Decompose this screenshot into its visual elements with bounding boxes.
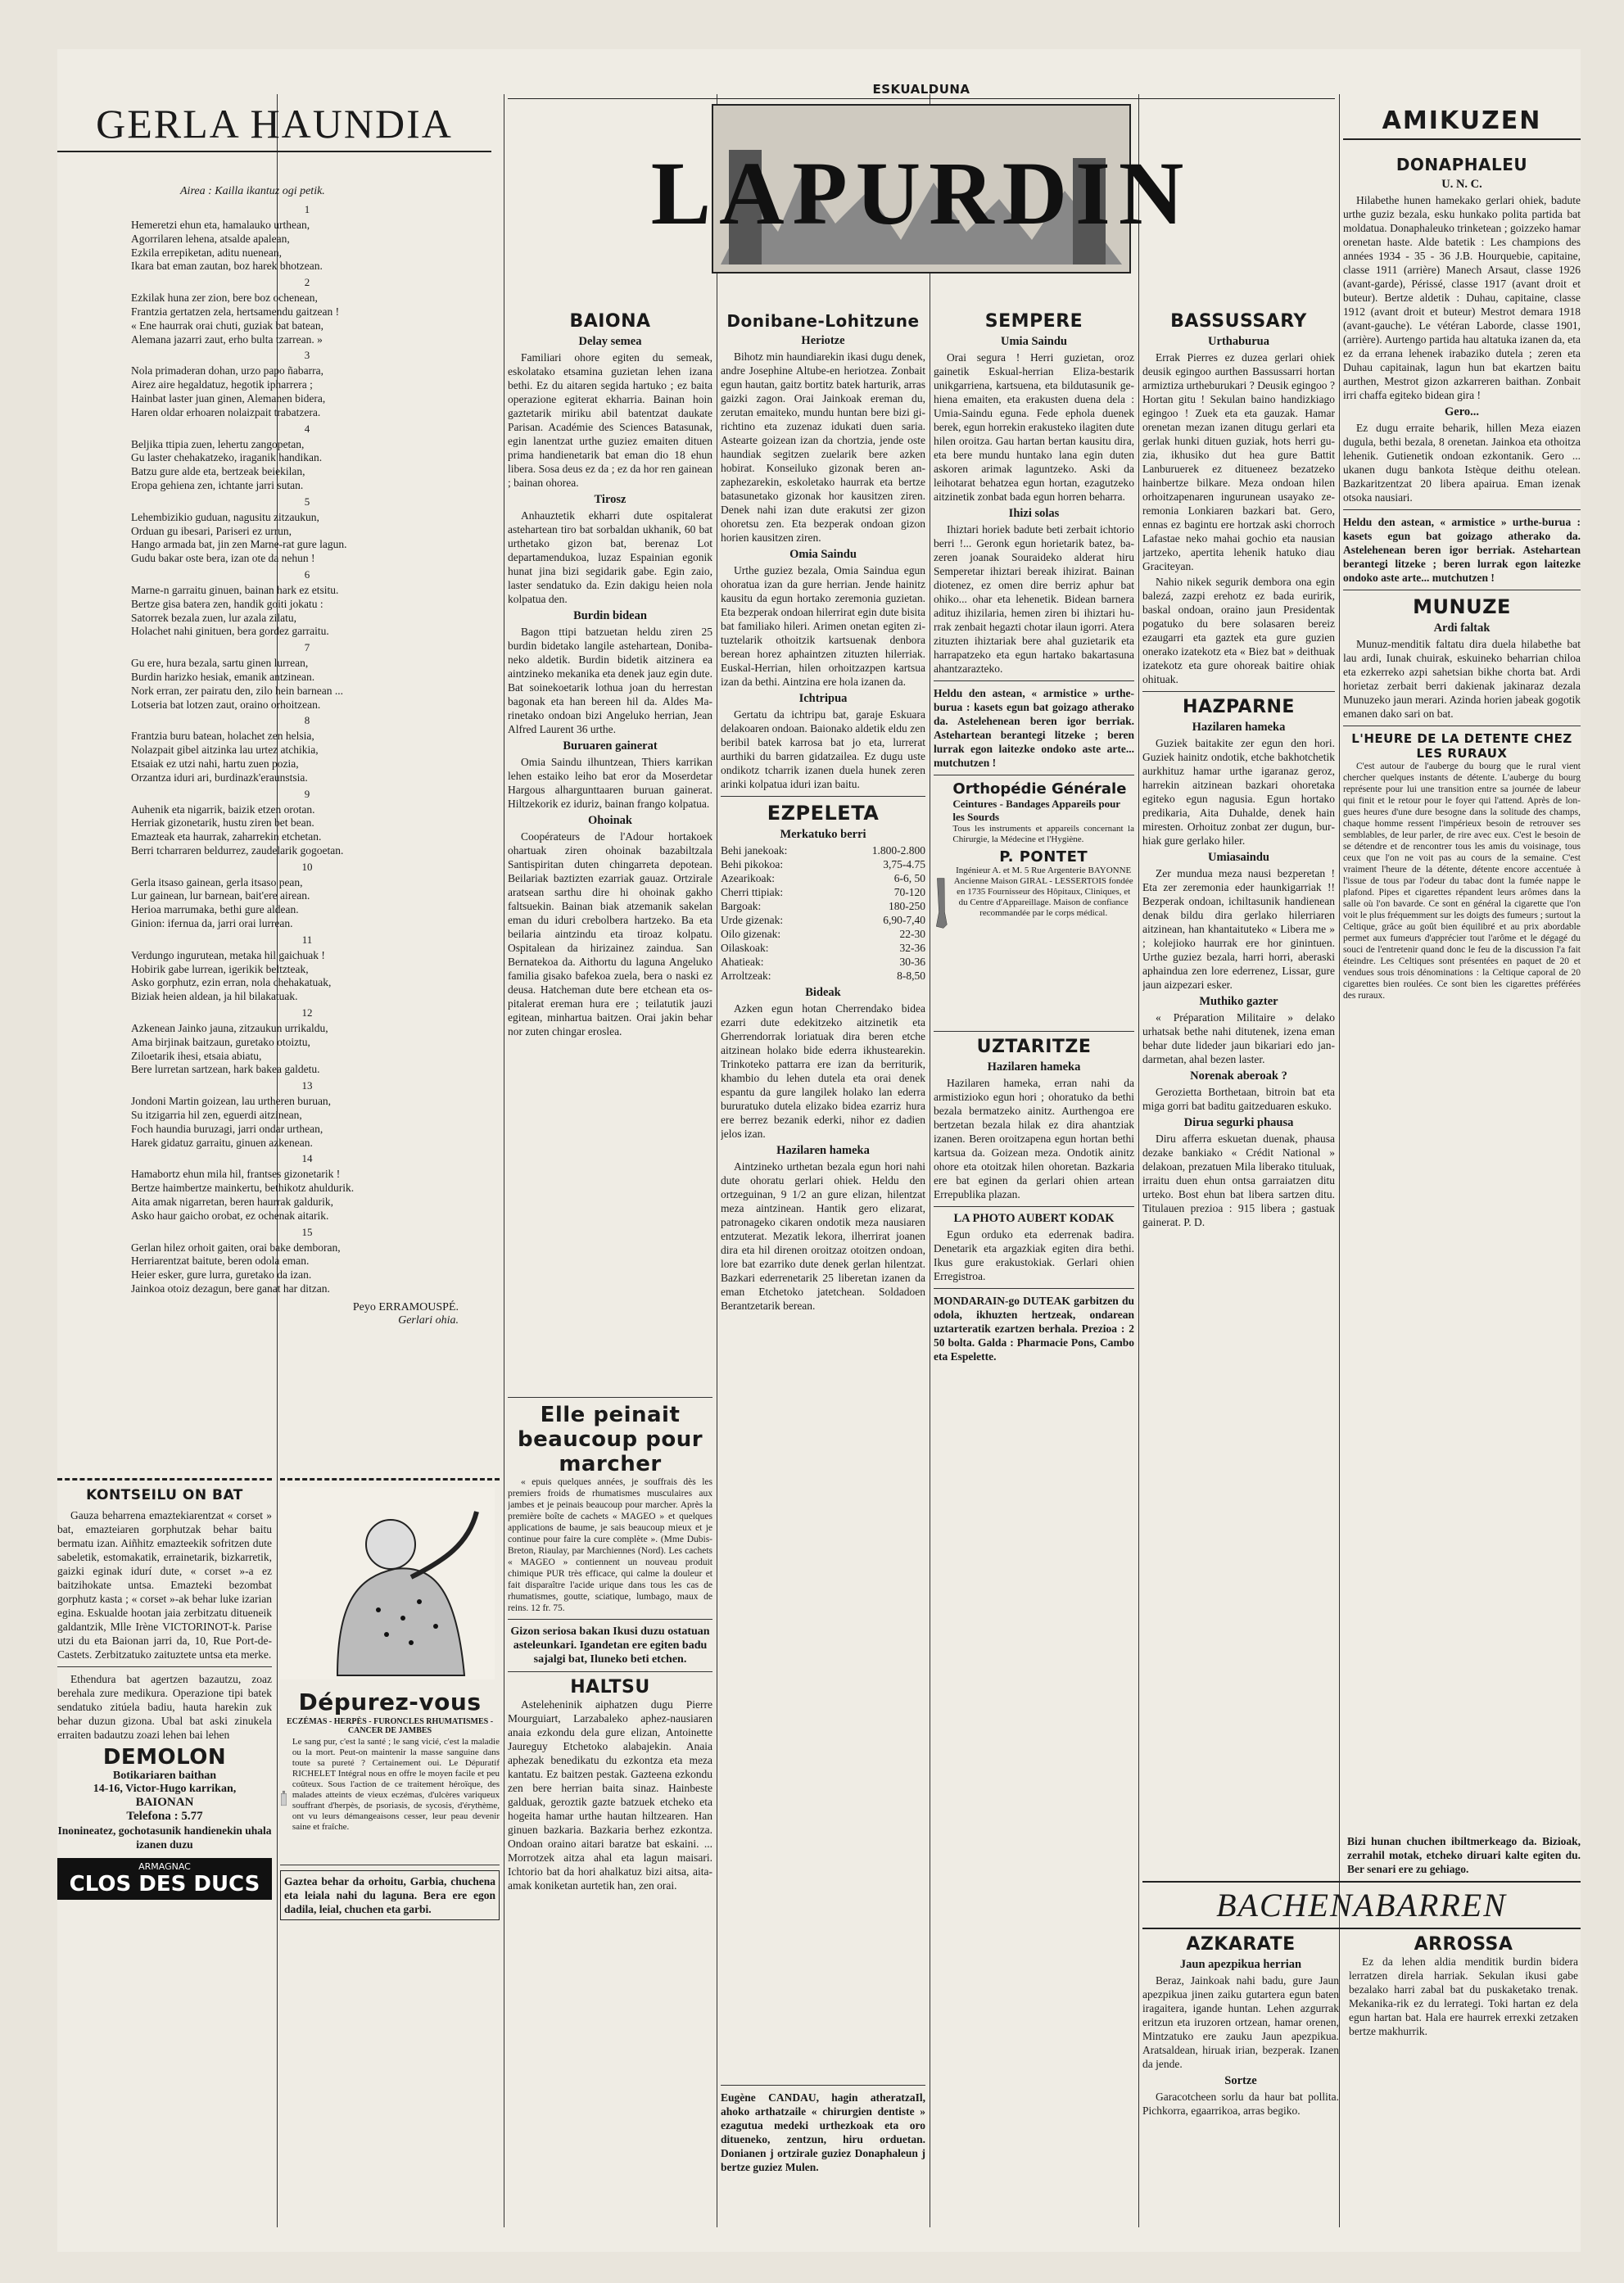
candau-text: Eugène CANDAU, hagin atheratzaIl, ahoko arthatzaile « chirurgien dentiste » ezagutua medeki urthezkoak eta oro ditueneko, zentzun, hiru orduetan. Donianen j ortzirale guziez Donaphaleun j bertze guziez Mulen.: [721, 2091, 925, 2173]
hazparne-title: HAZPARNE: [1183, 697, 1295, 717]
ohoinak-title: Ohoinak: [588, 814, 632, 827]
price-row: [721, 955, 925, 969]
kontseilu-title: KONTSEILU ON BAT: [86, 1487, 243, 1503]
price-item: Oilaskoak:: [721, 942, 769, 954]
poem-line: Burdin harizko hesiak, emanik antzinean.: [131, 670, 315, 683]
heure-text: C'est autour de l'auberge du bourg que le rural vient chercher quelques instants de détente. L'auberge du bourg représente pour lui une transition entre sa journée de labeur qui finit et le retour pour le foyer qui l'attend. Après de longues heures d'une dure besogne dans la solitude des champs, chaque homme ressent l'impérieux besoin de retrouver ses semblables, de leur parler, de rire avec eux. C'est le besoin de se détendre et de rencontrer tous les amis du voisinage, tous ceux que l'on ne voit pas au cours de la semaine. C'est vraiment l'heure de la détente, détente encore accentuée à l'issue de tous par l'odeur du tabac dont la fumée nappe le plafond. Pipes et cigarettes répandent leurs arômes dans la salle où l'on bavarde. Ce sont en général la cigarette que l'on voit le plus fréquemment sur les doigts des fumeurs ; surtout la Celtique, grâce au goût bien équilibré et au prix abordable permet aux fumeurs d'apprécier tout l'arôme et le dégagé du souci de l'entretenir quand donc le feu de la discussion l'a fait éteindre. Les Celtiques sont présentées en paquet de 20 et vendues sous trois dénominations : la Celtique caporal de 20 cigarettes bien roulées. Ce sont bien les cigarettes préférées des ruraux.: [1343, 762, 1581, 1001]
poem-line: Aita amak nigarretan, beren haurrak galdurik,: [131, 1196, 334, 1209]
price-value: 22-30: [899, 928, 925, 940]
price-item: Arroltzeak:: [721, 970, 771, 982]
pontet-text: Ingénieur A. et M. 5 Rue Argenterie BAYONNE Ancienne Maison GIRAL - LESSERTOIS fondée en 1735 Fournisseur des Hôpitaux, Cliniques, et du Centre d'Appareillage. Maison de confiance recommandée par le corps médical.: [953, 866, 1133, 918]
bachenabarren-banner: [1142, 1881, 1581, 1929]
armagnac-label: ARMAGNAC: [138, 1861, 191, 1872]
donibane-text: Bihotz min haundiarekin ikasi dugu denek, andre Josephine Altube-en heriotzea. Zonbait egun hautan, gaitz bortitz batek harturik, arras gaizki zagon. Orai Jainkoak ereman du, zerutan emaiteko, mundu huntan bere bizi girichtino eta zuzenaz idukati duen saria. Astearte goizean izan da chortzia, jende oste haundiak segitzen zuelarik bere azken hobirat. Konseiluko gizonak beren anzaphezarekin, eskoletako haurrak eta bertze batasunetako gizonak hor kausitzen ziren. Denek nahi izan dute erakutsi zer gizon ohoretsu zen. Eta bezperak ondoan gizon horien kausitzen ziren.: [721, 350, 925, 544]
azkarate-text: Beraz, Jainkoak nahi badu, gure Jaun apezpikua jinen zaiku gutartera egun baten iragaitera, igande huntan. Lehen azgurrak eritzun eta iruzoren ortzean, hamar orenen, Mintzatuko ere zauku Jaun apezpikua. Aratsaldean, hiruak irian, bezperak. Izanen da jende.: [1142, 1974, 1339, 2070]
demolon-footer: Inonineatez, gochotasunik handienekin uhala izanen duzu: [57, 1824, 272, 1851]
stanza-number: 3: [304, 349, 310, 362]
gaztea-ad: Gaztea behar da orhoitu, Garbia, chuchena eta leiala nahi du laguna. Bera ere egon dadila, leial, chuchen eta garbi.: [280, 1870, 500, 1920]
poem-line: « Ene haurrak orai chuti, guziak bat batean,: [131, 319, 324, 332]
demolon-address: 14-16, Victor-Hugo karrikan,: [93, 1783, 237, 1795]
burdin-text: Bagon ttipi batzuetan heldu ziren 25 burdin bidetako langile astehartean, Donibaneko aldetik. Burdin bidetik aitzinera ea aintzineko mekanika eta denek jauz egin dute. Bat soinekoetarik lothua joan du herrestan bagonak eta han bereen hil da. Aldes Marinetako ondoan bizi Angeluko herrian, Jean Alfred Laurent 36 urthe.: [508, 626, 712, 735]
ichtripua-text: Gertatu da ichtripu bat, garaje Eskuara delakoaren ondoan. Baionako aldetik eldu zen beribil batek karrosa bat jo eta, lurrerat aurthiki du barren gidatzailea. Ez dugu uste ondikotz tcharrik izanen duela hunek zeren arinki kolpatua iduri izan baitu.: [721, 708, 925, 790]
mondarain-ad: MONDARAIN-go DUTEAK garbitzen du odola, ikhuzten hertzeak, ondarean uztarteratik ezartzen berhala. Prezioa : 2 50 bolta. Galda : Pharmacie Pons, Cambo eta Espelette.: [934, 1295, 1134, 1363]
donaphaleu-title: DONAPHALEU: [1396, 155, 1528, 174]
merkatu-title: Merkatuko berri: [780, 828, 866, 841]
poem-column: [57, 49, 491, 1441]
price-value: 1.800-2.800: [871, 844, 925, 857]
price-item: Oilo gizenak:: [721, 928, 781, 940]
elle-text: « epuis quelques années, je souffrais dès les premiers froids de rhumatismes musculaires aux jambes et je peinais beaucoup pour marcher. Après la première boîte de cachets « MAGEO » et quelques applications de baume, je sais beaucoup mieux et je continue pour faire la cure complète ». (Mme Dubis-Breton, Riaulay, par Marchiennes (Nord). Les cachets « MAGEO » contiennent un nouveau produit chimique PUR très efficace, qui calme la douleur et fait disparaître l'acide urique dans tous les cas de rhumatismes, goutte, sciatique, lumbago, maux de reins. 12 fr. 75.: [508, 1477, 712, 1613]
poem-line: Emazteak eta haurrak, zaharrekin etchetan.: [131, 830, 322, 843]
baiona-column: [508, 311, 712, 1458]
orthopedie-text: Tous les instruments et appareils concernant la Chirurgie, la Médecine et l'Hygiène.: [952, 824, 1134, 844]
stanza-number: 11: [301, 933, 313, 946]
column-rule: [1138, 94, 1139, 2227]
poem-line: Hamabortz ehun mila hil, frantses gizonetarik !: [131, 1168, 341, 1181]
poem-line: Gu laster chehakatzeko, iraganik handikan.: [131, 451, 323, 464]
poem-line: Lehembizikio guduan, nagusitu zitzaukun,: [131, 510, 319, 523]
sempere-subtitle: Umia Saindu: [1001, 335, 1067, 348]
poem-line: Eropa gehiena zen, ichtante jarri sutan.: [131, 478, 304, 491]
poem-line: Azkenean Jainko jauna, zitzaukun urrikaldu,: [131, 1022, 328, 1035]
demolon-text: Ethendura bat agertzen bazautzu, zoaz berehala zure medikura. Operazione tipi batek sendatuko zitúela badiu, hauta harekin zuk behar duzun gizona. Ubal bat aski zinukela erraiten badautzu zoazi lehen bai lehen: [57, 1673, 272, 1741]
price-list: [721, 843, 925, 983]
munuze-text: Munuz-menditik faltatu dira duela hilabethe bat lau ardi, Iunak chuirak, eskuineko beharrian chiloa eta ezkerreko azpi sahetsian bikhe chorta bat. Ardi horietaz zerbait berri dakienak jakinaraz dezala Munuzeko jaun merari. Azinda horien jabeak gogotik emanen dako sari on bat.: [1343, 638, 1581, 720]
poem-line: Batzu gure alde eta, bertzeak beiekilan,: [131, 465, 305, 478]
bassussary-text: Errak Pierres ez duzea gerlari ohiek deusik egingoo aurthen Bassussarri hortan armiztiza urtheburukari ? Deusik egingoo ? Hortan gitu ! Sekulan baino handizkiago egingoo ! Zuek eta eta gauzak. Hamar orenetan mezan izanen ditugu gerlari eta gerlak hunki dituen guziak, hots herri guzia, ikhusiko dut hea gure Battit Lanburuerek ez ditueneez bezatzeko hainbertze bilkare. Meza ondoan hilen orhoitzapenaren ingurunean usayako zeremonia Lonkiaren bazkari bat. Gero, ennas ez bagintu ere hortzak aski chorroch Lafastae neko mahai gochio eta nausian jartzeko, apertita lehenik hatuko diau Graciteyan.: [1142, 351, 1335, 572]
bottle-illustration: [280, 1737, 287, 1860]
price-item: Behi pikokoa:: [721, 858, 784, 870]
sortze-text: Garacotcheen sorlu da haur bat pollita. Pichkorra, egaarrikoa, arras begiko.: [1142, 2091, 1339, 2117]
paper-name: ESKUALDUNA: [872, 82, 970, 97]
price-item: Bargoak:: [721, 900, 762, 912]
poem-line: Holachet nahi ginituen, bera gordez garraitu.: [131, 625, 329, 638]
omia-text: Urthe guziez bezala, Omia Saindua egun ohoratua izan da gure herrian. Jende hainitz kausitu da egun hortako zeremonia guzietan. Eta bezperak ondoan hilerrirat egin dute bisita bat familiako hileri. Arimen onetan egiten zituztelarik othoitzik kartsuenak denbora berean horez aphaintzen zituzten hilerriak. Euskal-Herrian, hilen orhoitzazpen kartsua izan da bethi. Aintzina ere hola izanen da.: [721, 564, 925, 688]
price-value: 30-36: [899, 956, 925, 968]
clos-des-ducs-label: CLOS DES DUCS: [69, 1872, 260, 1896]
azkarate-subtitle: Jaun apezpikua herrian: [1179, 1958, 1302, 1971]
poem-line: Foch haundia buruzagi, jarri ondar urthean,: [131, 1122, 323, 1135]
stanza-number: 4: [304, 422, 310, 435]
depurez-ad: [280, 1478, 500, 2215]
stanza-number: 12: [301, 1006, 313, 1019]
poem-line: Hainbat laster juan ginen, Alemanen bidera,: [131, 391, 326, 405]
buruaren-title: Buruaren gainerat: [563, 739, 658, 753]
poem-line: Auhenik eta nigarrik, baizik etzen orotan.: [131, 802, 315, 816]
price-item: Ahatieak:: [721, 956, 764, 968]
poem-line: Gudu bakar oste bera, izan ote da nehun !: [131, 552, 315, 565]
poem-line: Asko haur gaicho orobat, ez ochenak aitarik.: [131, 1209, 329, 1222]
umiasaindu-title: Umiasaindu: [1208, 851, 1269, 864]
norenak-text: Gerozietta Borthetaan, bitroin bat eta miga gorri bat baditu gaitzeduaren eskuko.: [1142, 1086, 1335, 1112]
poem-line: Herioa marrumaka, bethi gure aldean.: [131, 903, 299, 916]
muthiko-text: « Préparation Militaire » delako urhatsak bethe nahi ditutenek, izena eman behar dute lideder jaun bikariari edo jandarmetan, ahal bezen laster.: [1142, 1011, 1335, 1065]
stocking-illustration: [934, 780, 948, 1026]
orthopedie-title: Orthopédie Générale: [952, 780, 1127, 798]
stanza-number: 9: [304, 787, 310, 800]
uztaritze-text: Hazilaren hameka, erran nahi da armistizioko egun hori ; ohoratuko da bethi bezala bermatzeko ainitz. Aurthengoa ere bertzetan bezala hilak ez dira ahantziak izanen. Beren oroitzapena egun hortan bethi kartsua da. Goizean meza. Ondotik ainitz ohore eta otoitzak hilen ohoretan. Bazkaria ere bat eginen da gerlari ohien artean Errepublika plazan.: [934, 1077, 1134, 1200]
price-row: [721, 857, 925, 871]
price-row: [721, 941, 925, 955]
uztaritze-subtitle: Hazilaren hameka: [987, 1060, 1081, 1074]
burdin-title: Burdin bidean: [573, 609, 647, 622]
price-row: [721, 871, 925, 885]
heure-title: L'HEURE DE LA DETENTE CHEZ LES RURAUX: [1351, 731, 1572, 761]
lapurdin-banner: [508, 101, 1335, 277]
poem-line: Orduan gu ibesari, Pariseri ez urrun,: [131, 524, 292, 537]
hazilaren-text: Aintzineko urthetan bezala egun hori nahi dute ohoratu gerlari ohiek. Heldu den ortzeguinan, 9 1/2 an gure elizan, hilentzat meza aintzinean. Hantik gero elizarat, patronageko cikaren ondotik meza nausiaren entzuterat. Mezatik lekora, ilherrirat joanen dira eta hil direnen oroitzaz otoitzen ondoan, lore bat ezarriko dute denek gerlan hilentzat. Bazkari ederrenetarik 25 liberetan izanen da eman Etchetoko jatetchean. Soldadoen Berantzetarik berean.: [721, 1160, 925, 1312]
orthopedie-subtitle: Ceintures - Bandages Appareils pour les Sourds: [952, 798, 1120, 823]
donibane-title: Donibane-Lohitzune: [726, 311, 920, 331]
sortze-title: Sortze: [1224, 2074, 1257, 2087]
baiona-title: BAIONA: [569, 311, 651, 332]
ihizi-title: Ihizi solas: [1008, 507, 1060, 520]
price-row: [721, 885, 925, 899]
lapurdin-title: LAPURDIN: [650, 143, 1192, 243]
price-value: 8-8,50: [897, 970, 925, 982]
candau-ad: [721, 2080, 925, 2236]
stanza-number: 6: [304, 567, 310, 581]
poem-line: Herriak gizonetarik, hustu ziren bet bean.: [131, 816, 314, 830]
poem-line: Herriarentzat baitute, beren odola eman.: [131, 1255, 310, 1268]
arrossa-text: Ez da lehen aldia menditik burdin bidera lerratzen direla harriak. Sekulan ikusi gabe bezalako harri zabal bat du puskaketako trenak. Mekanika-rik ez du lerrategi. Toki hartan ez dela egun hartan bat. Hala ere haurrek errexki zetzaken bertze makhurrik.: [1349, 1955, 1578, 2037]
poem-line: Nola primaderan dohan, urzo papo ñabarra,: [131, 364, 324, 377]
elle-title: Elle peinait beaucoup pour marcher: [517, 1403, 703, 1476]
poem-line: Berri tcharraren beldurrez, zaudelarik gogoetan.: [131, 843, 344, 857]
poem-line: Bertze gisa batera zen, handik goiti jokatu :: [131, 597, 323, 610]
poem-line: Etsaiak ez utzi nahi, hartu zuen pozia,: [131, 757, 299, 770]
pontet-name: P. PONTET: [999, 848, 1088, 866]
stanza-number: 14: [301, 1152, 313, 1165]
omia-title: Omia Saindu: [789, 548, 857, 561]
poem-line: Marne-n garraitu ginuen, bainan hark ez etsitu.: [131, 583, 339, 596]
donaphaleu-subtitle: U. N. C.: [1441, 178, 1482, 191]
poem-line: Asko gorphutz, ezin erran, nola chehakatuak,: [131, 976, 332, 989]
poem-line: Jainkoa otoiz dezagun, bere ganat har ditzan.: [131, 1282, 330, 1295]
poem-signature-role: Gerlari ohia.: [398, 1313, 459, 1327]
baiona-subtitle: Delay semea: [578, 335, 642, 348]
demolon-city: BAIONAN: [135, 1796, 194, 1809]
arrossa-title: ARROSSA: [1414, 1934, 1513, 1955]
armagnac-ad: [57, 1858, 272, 1900]
demolon-phone: Telefona : 5.77: [126, 1810, 203, 1823]
price-row: [721, 969, 925, 983]
amikuzen-column: [1343, 106, 1581, 1744]
price-item: Cherri ttipiak:: [721, 886, 784, 898]
price-value: 3,75-4.75: [883, 858, 925, 870]
hazilaren-title: Hazilaren hameka: [776, 1144, 870, 1157]
donibane-subtitle: Heriotze: [801, 334, 845, 347]
poem-line: Alemana jazarri zaut, erho bulta tzarrean. »: [131, 332, 323, 346]
poem-line: Ginion: ifernua da, jarri orai lurrean.: [131, 917, 293, 930]
price-value: 6,90-7,40: [883, 914, 925, 926]
poem-line: Ikara bat eman zautan, boz harek bhotzean.: [131, 260, 323, 273]
gero-text: Ez dugu erraite beharik, hillen Meza eiazen dugula, bethi bezala, 8 orenetan. Jainkoa eta othoitza lehenik. Gutienetik ondoan ezkontanik. Gero ... ukanen dugu bankota Istèque deithu otelean. Bazkaritzentzat 20 libera apairua. Eman izenak otsoka nausiari.: [1343, 422, 1581, 504]
poem-line: Hemeretzi ehun eta, hamalauko urthean,: [131, 219, 310, 231]
ohoinak-text: Coopérateurs de l'Adour hortakoek ohartuak ziren ohoinak bazabiltzala Santispiritan duten chingarreta depotean. Beilariak baztizten ezarriak gauaz. Ortziralе aratsean sarthu dire hi ohoinak gakho faltsuekin. Bainan biak atzemanik sakelan eman du iduri crebolbera hartzeko. Ba eta beilaria aintzindu eta tiroaz kolpatu. Ospitalean da hirizainez zaindua. San Bernatekoa da. Aithortu du laguna Angeluko familia gisako bafekoa zuela, bera o naski ez deusa. Hatcheman dute bere etchean eta ospitalerat ereman hura ere ; teilatutik jauzi egitean, minhartua baitzen. Orai jakin behar nor zuten chingar eroslea.: [508, 830, 712, 1038]
bachenabarren-section: [1142, 1834, 1581, 2244]
poem-line: Jondoni Martin goizean, lau urtheren buruan,: [131, 1095, 332, 1108]
bokalen-text: Nahio nikek segurik dembora ona egin balezá, zazpi erehotz ez bada euririk, baskal ondoan, oraino jaun Presidentak pogatuko du bere solasaren bereiz ezaugarri eta gaztek eta gure guzien onerako izatekotz eta « Biez bat » deithuak izatekotz eta gure ohoreak baitire ohiak ohituak.: [1142, 576, 1335, 685]
stanza-number: 13: [301, 1079, 313, 1092]
bassussary-title: BASSUSSARY: [1170, 311, 1307, 332]
poem-line: Biziak heien aldean, ja hil bilakatuak.: [131, 990, 298, 1003]
muthiko-title: Muthiko gazter: [1199, 995, 1278, 1008]
poem-line: Hobirik gabe lurrean, igerikik beltzteak,: [131, 962, 309, 975]
amikuzen-title: AMIKUZEN: [1382, 106, 1542, 135]
price-value: 32-36: [899, 942, 925, 954]
depurez-text: Le sang pur, c'est la santé ; le sang vicié, c'est la maladie ou la mort. Peut-on maintenir la masse sanguine dans toute sa pureté ? Certainement oui. Le Dépuratif RICHELET Intégral nous en offre le moyen facile et peu coûteux. Sous l'action de ce traitement héroïque, des malades atteints de vieux eczémas, d'ulcères variqueux souffrant d'herpès, de psoriasis, de sycosis, d'érythème, ont vu leurs démangeaisons cesser, leur peau devenir saine et fraîche.: [292, 1737, 500, 1832]
price-value: 6-6, 50: [893, 872, 925, 884]
tirosz-title: Tirosz: [594, 493, 627, 506]
poem-signature: Peyo ERRAMOUSPÉ.: [352, 1300, 459, 1313]
dirua-text: Diru afferra eskuetan duenak, phausa dezake bankiako « Crédit National » delakoan, prezatuen Mila liberako tituluak, irraitu duen ehun ontsa garraiatzen ditu urteko. Bost ehun bat libera sartzen ditu. Titulauen prezioa : 915 libera ; gastuak gainerat. P. D.: [1142, 1132, 1335, 1228]
poem-line: Lur gainean, lur barnean, bait'ere airean.: [131, 889, 310, 902]
poem-line: Heier esker, gure lurra, guretako da izan.: [131, 1268, 312, 1282]
stanza-number: 10: [301, 860, 313, 873]
kodak-text: Egun orduko eta ederrenak badira. Denetarik eta argazkiak egiten dira bethi. Ikus gure erakustokiak. Gerlari ohien Erregistroa.: [934, 1228, 1134, 1282]
kodak-title: LA PHOTO AUBERT KODAK: [953, 1212, 1115, 1225]
haltsu-title: HALTSU: [570, 1677, 650, 1698]
sempere-notice: Heldu den astean, « armistice » urthe-burua : kasets egun bat goizago atherako da. Astelehenean beren igor berriak. Astehartean berantegi litzeke ; beren lurrak egon laitezke ondoko aste arte... mutchutzen !: [934, 687, 1134, 769]
masthead: [508, 82, 1335, 287]
munuze-subtitle: Ardi faltak: [1433, 622, 1491, 635]
ichtripua-title: Ichtripua: [798, 692, 848, 705]
poem-line: Agorrilaren lehena, atsalde apalean,: [131, 232, 290, 245]
bassussary-column: [1142, 311, 1335, 1867]
uztaritze-title: UZTARITZE: [976, 1037, 1092, 1057]
price-item: Urde gizenak:: [721, 914, 784, 926]
price-item: Azearikoak:: [721, 872, 775, 884]
poem-line: Ezkila errepiketan, aditu nuenean,: [131, 246, 283, 259]
price-value: 70-120: [893, 886, 925, 898]
azkarate-title: AZKARATE: [1186, 1934, 1296, 1955]
demolon-sub: Botikariaren baithan: [112, 1770, 217, 1782]
amikuzen-notice: Heldu den astean, « armistice » urthe-burua : kasets egun bat goizago atherako da. Astelehenean beren igor berriak. Astehartean berantegi litzeke ; beren lurrak egon laitezke ondoko aste arte... mutchutzen !: [1343, 516, 1581, 584]
poem-body: [57, 203, 491, 1296]
poem-line: Gu ere, hura bezala, sartu ginen lurrean,: [131, 657, 309, 670]
stanza-number: 8: [304, 714, 310, 727]
back-pain-illustration: [280, 1487, 495, 1679]
bizi-ad: Bizi hunan chuchen ibiltmerkeago da. Bizioak, zerrahil motak, etcheko diruari kalte egiten du. Ber senari ere zu gehiago.: [1347, 1835, 1581, 1875]
price-item: Behi janekoak:: [721, 844, 788, 857]
price-row: [721, 843, 925, 857]
dirua-title: Dirua segurki phausa: [1183, 1116, 1294, 1129]
poem-line: Frantzia buru batean, holachet zen helsia,: [131, 730, 314, 743]
sempere-column: [934, 311, 1134, 2236]
bideak-title: Bideak: [805, 986, 841, 999]
price-row: [721, 913, 925, 927]
stanza-number: 1: [304, 203, 310, 215]
gero-title: Gero...: [1444, 405, 1479, 418]
baiona-text: Familiari ohore egiten du semeak, eskolatako etsamina guzietan lehen izana bethi. Ez du aitaren segida hartuko ; ez baita operazione egiterat ekharria. Bainan hoin gaztetarik miriku abil batentzat daukate Parisan. Académie des Sciences Batasunak, egin lanentzat urthe guziez emaiten dituen prima handienetarik bat eman dio 18 ehun libera. Sosa deus ez da ; ez da hor ren gainean ; bainan ohorea.: [508, 351, 712, 489]
poem-line: Bere lurretan sartzean, hark bakea galdetu.: [131, 1063, 320, 1076]
gizon-ad: Gizon seriosa bakan Ikusi duzu ostatuan asteleunkari. Igandetan ere egiten badu sajalgi bat, Iluneko beti etchen.: [510, 1625, 710, 1666]
kontseilu-column: [57, 1478, 272, 2215]
poem-line: Ziloetarik ihesi, etsaia abiatu,: [131, 1049, 262, 1062]
poem-line: Lotseria bat lotzen zaut, oraino orhoitzean.: [131, 698, 321, 711]
poem-line: Frantzia gertatzen zela, hertsamendu gaitzean !: [131, 305, 340, 318]
ihizi-text: Ihiztari horiek badute beti zerbait ichtorio berri !... Geronk egun horietarik batez, bazeren joanak Souraideko alderat hiru Semperetar ihiztari bereak ihizirat. Bainan diotenez, ez omen dire berriz aphur bat ohiko... ohar eta lehenetik. Bidean barnera adituz ihizilaria, hemen ziren bi ihiztari hurrak zenbait hegazti chotar ilaun igorri. Atera zituzten ihiztariak bere ahal guzietarik eta harrapatzeko eta egun hartako bakartasuna ahantzarazteko.: [934, 523, 1134, 675]
munuze-title: MUNUZE: [1413, 595, 1511, 618]
donibane-column: [721, 311, 925, 2236]
newspaper-page: [57, 49, 1581, 2252]
ezpeleta-title: EZPELETA: [767, 802, 880, 825]
poem-line: Harek gidatuz garraitu, ginuen azkenean.: [131, 1136, 313, 1149]
poem-line: Nolazpait gibel aitzinka lau urtez atchikia,: [131, 744, 319, 757]
depurez-subtitle: ECZÉMAS - HERPÈS - FURONCLES RHUMATISMES - CANCER DE JAMBES: [286, 1717, 494, 1735]
stanza-number: 2: [304, 276, 310, 289]
poem-line: Haren oldar erhoaren nolaizpait trabatzera.: [131, 405, 321, 418]
poem-line: Hango armada bat, jin zen Marne-rat gure lagun.: [131, 538, 347, 551]
hazparne-subtitle: Hazilaren hameka: [1192, 721, 1286, 734]
poem-line: Bertze haimbertze mainkertu, bethikotz ahuldurik.: [131, 1182, 355, 1195]
demolon-name: DEMOLON: [102, 1745, 227, 1770]
price-row: [721, 899, 925, 913]
sempere-title: SEMPERE: [984, 311, 1083, 332]
poem-line: Airez aire hegaldatuz, hegotik ipharrera ;: [131, 378, 313, 391]
poem-line: Su itzigarria hil zen, eguerdi aitzinean,: [131, 1109, 302, 1122]
bachenabarren-title: BACHENABARREN: [1216, 1887, 1507, 1924]
stanza-number: 5: [304, 495, 310, 508]
umiasaindu-text: Zer mundua meza nausi bezperetan ! Eta zer zeremonia eder haunkigarriak !! Bezperak ondoan, ichiltasunik handienean denak bildu dira gerlako hilerriaren aitzinean, han khantaituteko « Libera me » ; kolejioko haurrak ere hor ginintuen. Urthe guziez bezala, harri horri, aberaski aphaindua zen lore ederrenez, Lissar, gure jaun aizpezari esker.: [1142, 867, 1335, 991]
stanza-number: 15: [301, 1225, 313, 1238]
poem-line: Satorrek bezala zuen, lur azala zilatu,: [131, 611, 297, 624]
poem-air: Airea : Kailla ikantuz ogi petik.: [180, 185, 325, 197]
poem-title: GERLA HAUNDIA: [96, 101, 453, 147]
poem-line: Ama birjinak baitzaun, guretako otoiztu,: [131, 1035, 310, 1048]
kontseilu-text: Gauza beharrena emaztekiarentzat « corset » bat, emazteiaren gorphutzak behar baitu bermatu izan. Aiñhitz emazteekik sofritzen dute sabeletik, estomakatik, errainetarik, bizkarretik, gaizki eginak idurí dute, « corset »-a ez baitzihokate untsa. Emazteki bezombat gorphutz kasta ; « corset »-ak behar luke izarian egina. Eskualde hootan jaia zerbitzatu ditueneik galdantzik, Mlle Irène VICTORINOT-k. Parise utzi du eta Baionan jarri da, 10, Rue Port-de-Castets. Zerbitzatuko zaituztete untsa eta merke.: [57, 1509, 272, 1661]
haltsu-text: Asteleheninik aiphatzen dugu Pierre Mourguiart, Larzabaleko aphez-nausiaren anaia ezkondu dela gure elizan, Antoinette Jaureguy Etchetoko alabajekin. Anaia aphezak benedikatu du ezkontza eta meza kantatu. Ez baitzen pestak. Gazteena ezkondu zen bere herrian baita sinaz. Hainbeste galduak, geroztik gazte batzuek etcheko eta hogeita hamar urthe hautan hiltzearen. Han ginuen bazkaria. Bazkaria berhez ezkontza. Ondoan oraino aitari baratze bat eskaini. ... Morrotzek aitza ahal eta lagun maisari. Ichtorio bat da hori ahalkatuz bizi aitsa, aita-amak koniketan aurtetik han, zen orai.: [508, 1698, 712, 1892]
poem-line: Ezkilak huna zer zion, bere boz ochenean,: [131, 292, 318, 305]
buruaren-text: Omia Saindu ilhuntzean, Thiers karrikan lehen estaiko leiho bat eror da Moserdetar Hargous alhargunttaaren buruan gainerat. Hiltzekorik ez iduriz, bainan frango kolpatua.: [508, 756, 712, 810]
donaphaleu-text: Hilabethe hunen hamekako gerlari ohiek, badute urthe guziz bezala, esku hunkako polita partida bat moldatua. Donaphaleuko trinketean ; goizzeko hamar orenetan haste. Alde batetik : Les champions des années 1934 - 35 - 36 J.B. Hourquebie, capitaine, classe 1911 (arrière) Manech Arsaut, classe 1926 (avant-garde), Périssé, classe 1917 (avant droit et buteur). Bertze aldetik : Duhau, capitaine, classe 1912 (avant droit et buteur) Mestrot demara 1918 (avant-gauche). Le vétéran Laborde, classe 1901, (arrière). Aurtengo partida hau altatuka izanen da, eta ez da errana lehenek irabaziko dutela ; zeren eta Duhau capitainak, lagun hun bat ekartzen baitu aurthen, Mestrot gizon azkarreren baithan. Zonbait irri chaffa egiteko bidean gira !: [1343, 194, 1581, 401]
poem-line: Verdungo ingurutean, metaka hil gaichuak !: [131, 948, 325, 961]
depurez-title: Dépurez-vous: [298, 1689, 482, 1716]
poem-line: Gerla itsaso gainean, gerla itsaso pean,: [131, 875, 303, 888]
price-row: [721, 927, 925, 941]
poem-line: Beljika ttipia zuen, lehertu zangopetan,: [131, 437, 305, 450]
sempere-text: Orai segura ! Herri guzietan, oroz gainetik Eskual-herrian Eliza-bestarik unikgarriena, kartsuena, eta bildutasunik gehiena emaiten, eta erakusten duena dela : Umia-Saindu eguna. Fede ephola duenek berek, egun horrekin erakusteko ilagiten dute hilen oroitza. Gau hartan bertan kausitu dira, eta bere mundu huntako lana egin duten askoren arimak laguntzeko. Aski da leihotarat behatzea egun hortan, ezagutzeko aitzinetik zonbat bada egun horren beharra.: [934, 351, 1134, 503]
baiona-lower: [508, 1392, 712, 2236]
poem-line: Gerlan hilez orhoit gaiten, orai bake demboran,: [131, 1241, 341, 1254]
bassussary-subtitle: Urthaburua: [1208, 335, 1269, 348]
price-value: 180-250: [889, 900, 925, 912]
bideak-text: Azken egun hotan Cherrendako bidea ezarri dute edekitzeko aitzinetik eta Gherrendorrak loriatuak dira beren etche aitzinean holako bide ederra ikhustearekin. Trinkoteko pattarra ere izan da berriturik, khambio du lehen dutela eta orai denek espantu da gure langilek holako lan ederra bururatuko dutela elizako bidea ezarriz hura ere berrez bezanik ederki, nihor ez dadien jelos izan.: [721, 1002, 925, 1140]
norenak-title: Norenak aberoak ?: [1190, 1069, 1287, 1083]
hazparne-text: Guziek baitakite zer egun den hori. Guziek hainitz ondotik, etche bakhotchetik aurkhituz hamar urthe igaranaz geroz, harrekin aitzinean bazkari ohoretaka egiteko egun nagusia. Egun hortako predikaria, Aita Duhalde, denek hain miresten. Orhoituz zonbat zer dugun, burhiak gure gerlako hiler.: [1142, 737, 1335, 847]
orthopedie-ad: [934, 780, 1134, 1026]
poem-line: Nork erran, zer pairatu den, zilo hein barnean ...: [131, 684, 344, 697]
stanza-number: 7: [304, 641, 310, 654]
poem-line: Orzantza iduri ari, burdinazk'eraunstsia.: [131, 771, 308, 784]
tirosz-text: Anhauztetik ekharri dute ospitalerat astehartean tiro bat sorbaldan ukhanik, 60 bat urthetako gizon bat, berenaz Lot departamendukoa, luzaz Espainian egonik hunat jina bizi segidarik gabe. Egin zaio, laster sendatuko da. Ezin dakigu heien nola kolpatua den.: [508, 509, 712, 605]
